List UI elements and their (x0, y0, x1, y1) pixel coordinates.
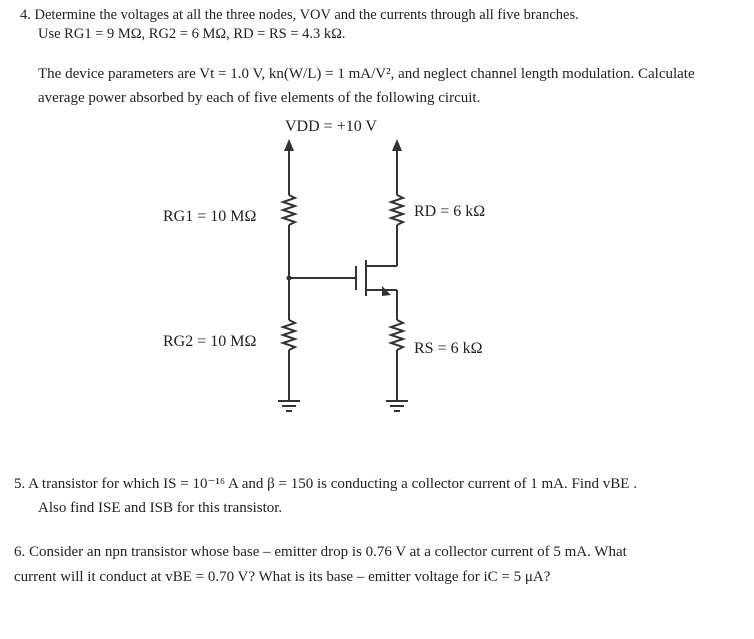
vdd-label: VDD = +10 V (285, 118, 377, 135)
vdd-arrow-left-icon (284, 139, 294, 151)
rg2-resistor (283, 320, 295, 350)
gate-node-dot (287, 276, 292, 281)
rs-label: RS = 6 kΩ (414, 340, 483, 357)
problem-4-line-4: average power absorbed by each of five elements of the following circuit. (38, 90, 481, 106)
rd-label: RD = 6 kΩ (414, 203, 486, 220)
rs-resistor (391, 320, 403, 350)
problem-6-line-2: current will it conduct at vBE = 0.70 V? What is its base – emitter voltage for iC = 5 μA? (14, 569, 551, 585)
rd-resistor (391, 195, 403, 225)
problem-5-line-2: Also find ISE and ISB for this transistor. (38, 500, 283, 516)
rg2-label: RG2 = 10 MΩ (163, 333, 257, 350)
problem-4-line-3: The device parameters are Vt = 1.0 V, kn(W/L) = 1 mA/V², and neglect channel length modulation. Calculate (38, 66, 695, 82)
vdd-arrow-right-icon (392, 139, 402, 151)
problem-6-line-1: 6. Consider an npn transistor whose base – emitter drop is 0.76 V at a collector current of 5 mA. What (14, 544, 627, 560)
problem-4-line-1: 4. Determine the voltages at all the three nodes, VOV and the currents through all five branches. (20, 7, 579, 23)
rg1-resistor (283, 195, 295, 225)
problem-5-line-1: 5. A transistor for which IS = 10⁻¹⁶ A and β = 150 is conducting a collector current of 1 mA. Find vBE . (14, 476, 637, 492)
rg1-label: RG1 = 10 MΩ (163, 208, 257, 225)
problem-4-line-2: Use RG1 = 9 MΩ, RG2 = 6 MΩ, RD = RS = 4.3 kΩ. (38, 26, 346, 42)
